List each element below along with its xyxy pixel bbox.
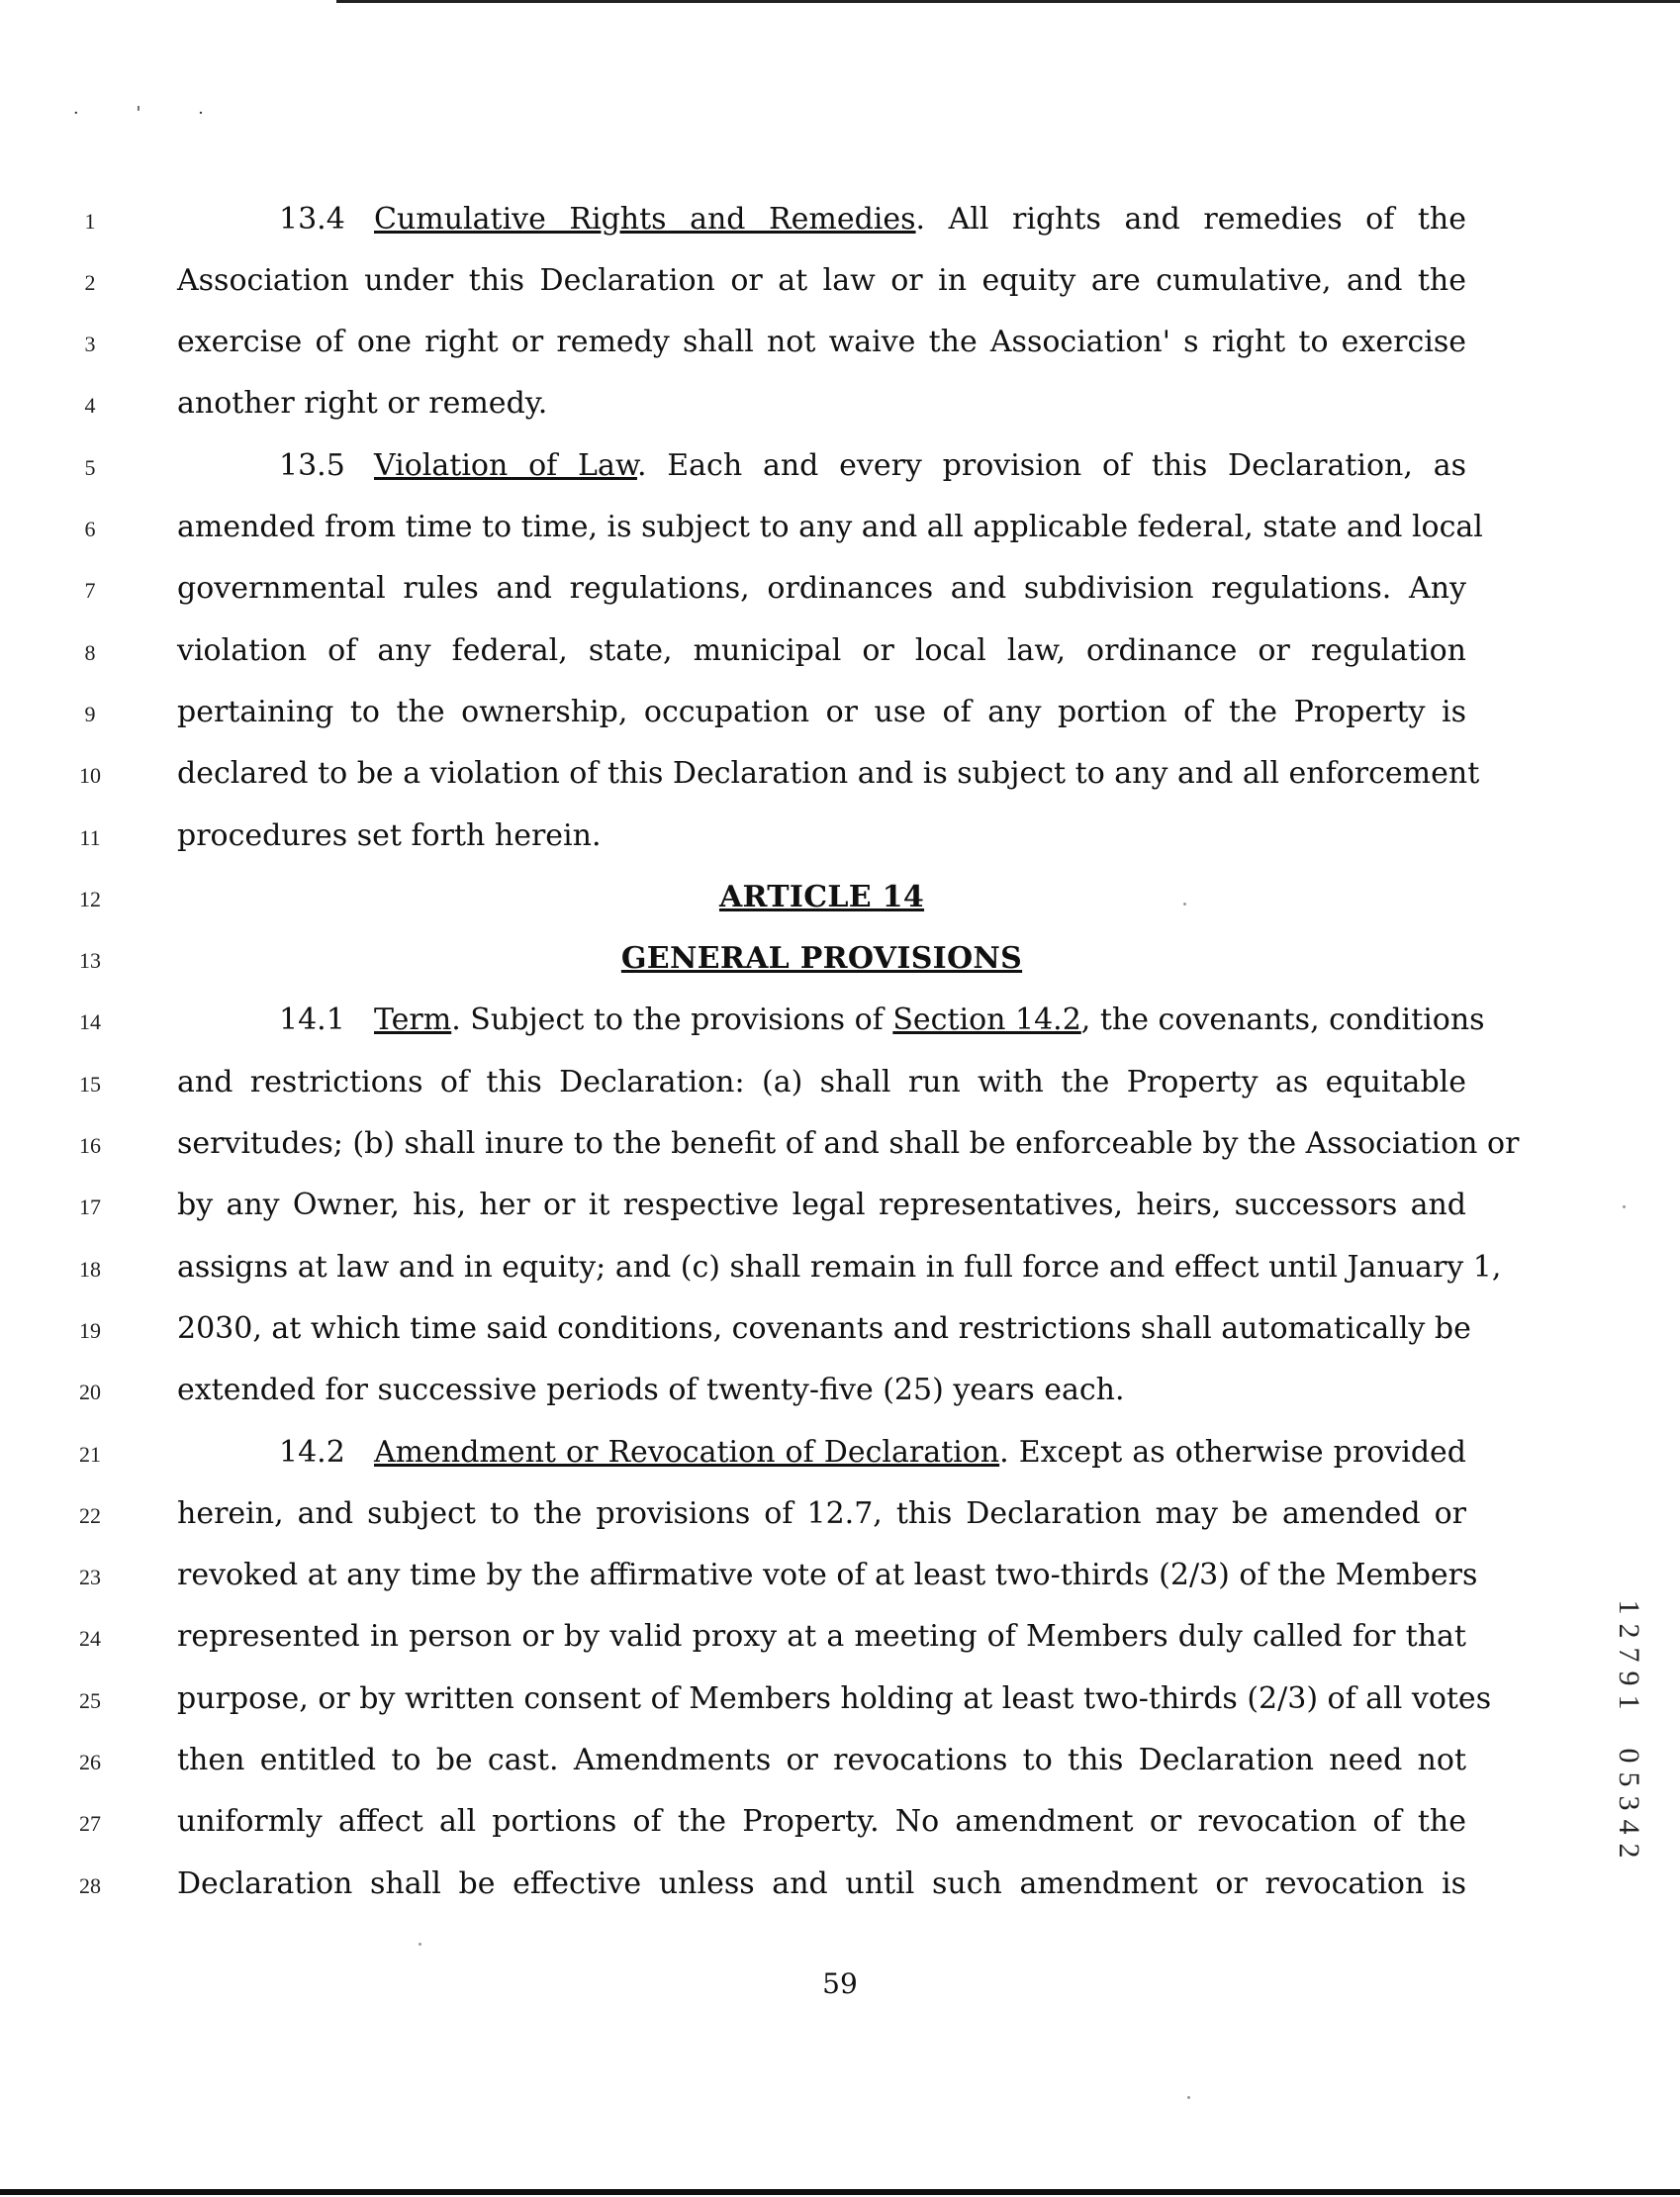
scan-speck xyxy=(1183,903,1186,906)
line-number: 9 xyxy=(84,702,96,726)
body-text-line: assigns at law and in equity; and (c) shall remain in full force and effect until January 1, xyxy=(177,1250,1502,1285)
stamp-digit: 1 xyxy=(1613,1694,1645,1710)
stamp-digit: 5 xyxy=(1613,1771,1645,1787)
body-text-line: another right or remedy. xyxy=(177,386,548,421)
line-number: 27 xyxy=(79,1811,101,1836)
section-heading: Violation of Law xyxy=(374,448,637,483)
section-number: 14.2 xyxy=(279,1435,345,1470)
stamp-digit: 9 xyxy=(1613,1671,1645,1686)
section-13-5-first-line xyxy=(279,446,1466,486)
body-text-line: exercise of one right or remedy shall not waive the Association' s right to exercise xyxy=(177,325,1466,359)
stamp-digit: 4 xyxy=(1613,1819,1645,1835)
line-number: 2 xyxy=(84,270,96,295)
line-number: 13 xyxy=(79,948,101,973)
body-text: . Each and every provision of this Declaration, as xyxy=(636,448,1466,483)
scan-marks: · ' · xyxy=(73,103,230,124)
body-text-line: declared to be a violation of this Declaration and is subject to any and all enforcement xyxy=(177,756,1480,791)
bottom-border-line xyxy=(0,2189,1680,2195)
body-text-line: Association under this Declaration or at law or in equity are cumulative, and the xyxy=(177,263,1466,298)
body-text-line: 2030, at which time said conditions, covenants and restrictions shall automatically be xyxy=(177,1311,1471,1346)
stamp-digit: 0 xyxy=(1613,1748,1645,1764)
section-13-4-first-line xyxy=(279,200,1466,239)
body-text-line: amended from time to time, is subject to any and all applicable federal, state and local xyxy=(177,510,1483,544)
recording-stamp xyxy=(1609,1595,1648,1863)
section-14-1-first-line xyxy=(279,1001,1485,1040)
line-number: 15 xyxy=(79,1072,101,1097)
scan-speck xyxy=(419,1943,421,1946)
section-number: 13.5 xyxy=(279,448,345,483)
recording-stamp-part1 xyxy=(1609,1595,1648,1714)
line-number: 26 xyxy=(79,1750,101,1774)
body-text: , the covenants, conditions xyxy=(1080,1003,1485,1037)
page-number: 59 xyxy=(822,1967,858,2000)
body-text-line: purpose, or by written consent of Members holding at least two-thirds (2/3) of all votes xyxy=(177,1681,1492,1716)
body-text: . All rights and remedies of the xyxy=(915,202,1466,237)
article-title-heading: GENERAL PROVISIONS xyxy=(620,941,1023,976)
line-number: 12 xyxy=(79,887,101,911)
line-number: 10 xyxy=(79,763,101,788)
line-number: 11 xyxy=(79,825,101,850)
scan-speck xyxy=(1187,2096,1190,2099)
line-number: 24 xyxy=(79,1626,101,1651)
line-number: 25 xyxy=(79,1688,101,1713)
line-number: 8 xyxy=(84,640,96,665)
line-number: 16 xyxy=(79,1133,101,1158)
line-number: 7 xyxy=(84,578,96,603)
body-text-line: procedures set forth herein. xyxy=(177,818,602,853)
body-text-line: and restrictions of this Declaration: (a) shall run with the Property as equitable xyxy=(177,1065,1466,1099)
body-text-line: pertaining to the ownership, occupation or use of any portion of the Property is xyxy=(177,695,1466,729)
recording-stamp-part2 xyxy=(1609,1744,1648,1863)
body-text-line: Declaration shall be effective unless and until such amendment or revocation is xyxy=(177,1866,1466,1901)
body-text-line: then entitled to be cast. Amendments or revocations to this Declaration need not xyxy=(177,1743,1466,1777)
stamp-digit: 2 xyxy=(1613,1843,1645,1859)
line-number: 17 xyxy=(79,1194,101,1219)
line-number: 28 xyxy=(79,1873,101,1898)
section-reference: Section 14.2 xyxy=(892,1003,1081,1037)
article-number-heading: ARTICLE 14 xyxy=(718,880,925,914)
body-text-line: herein, and subject to the provisions of 12.7, this Declaration may be amended or xyxy=(177,1496,1466,1531)
body-text-line: uniformly affect all portions of the Property. No amendment or revocation of the xyxy=(177,1804,1466,1839)
body-text-line: by any Owner, his, her or it respective legal representatives, heirs, successors and xyxy=(177,1188,1466,1222)
section-heading: Amendment or Revocation of Declaration xyxy=(374,1435,1000,1470)
line-number: 5 xyxy=(84,455,96,480)
body-text-line: revoked at any time by the affirmative vote of at least two-thirds (2/3) of the Members xyxy=(177,1558,1478,1592)
stamp-digit: 3 xyxy=(1613,1795,1645,1811)
body-text-line: extended for successive periods of twenty-five (25) years each. xyxy=(177,1373,1125,1407)
line-number: 4 xyxy=(84,393,96,418)
stamp-digit: 1 xyxy=(1613,1599,1645,1615)
line-number: 20 xyxy=(79,1380,101,1404)
top-border-line xyxy=(336,0,1680,3)
section-number: 13.4 xyxy=(279,202,345,237)
line-number: 19 xyxy=(79,1318,101,1343)
section-14-2-first-line xyxy=(279,1433,1466,1473)
body-text-line: governmental rules and regulations, ordinances and subdivision regulations. Any xyxy=(177,571,1466,606)
line-number: 3 xyxy=(84,332,96,356)
body-text: . Except as otherwise provided xyxy=(999,1435,1466,1470)
line-number: 22 xyxy=(79,1503,101,1528)
line-number: 18 xyxy=(79,1257,101,1282)
body-text-line: represented in person or by valid proxy at a meeting of Members duly called for that xyxy=(177,1619,1466,1654)
line-number: 14 xyxy=(79,1009,101,1034)
scan-speck xyxy=(1623,1205,1626,1208)
body-text: . Subject to the provisions of xyxy=(451,1003,893,1037)
section-number: 14.1 xyxy=(279,1003,345,1037)
stamp-digit: 7 xyxy=(1613,1647,1645,1663)
line-number: 23 xyxy=(79,1565,101,1589)
stamp-digit: 2 xyxy=(1613,1623,1645,1639)
section-heading: Term xyxy=(374,1003,452,1037)
line-number: 21 xyxy=(79,1442,101,1467)
line-number: 1 xyxy=(84,209,96,234)
body-text-line: servitudes; (b) shall inure to the benefit of and shall be enforceable by the Association or xyxy=(177,1126,1520,1161)
section-heading: Cumulative Rights and Remedies xyxy=(374,202,916,237)
body-text-line: violation of any federal, state, municipal or local law, ordinance or regulation xyxy=(177,633,1466,668)
line-number: 6 xyxy=(84,517,96,541)
